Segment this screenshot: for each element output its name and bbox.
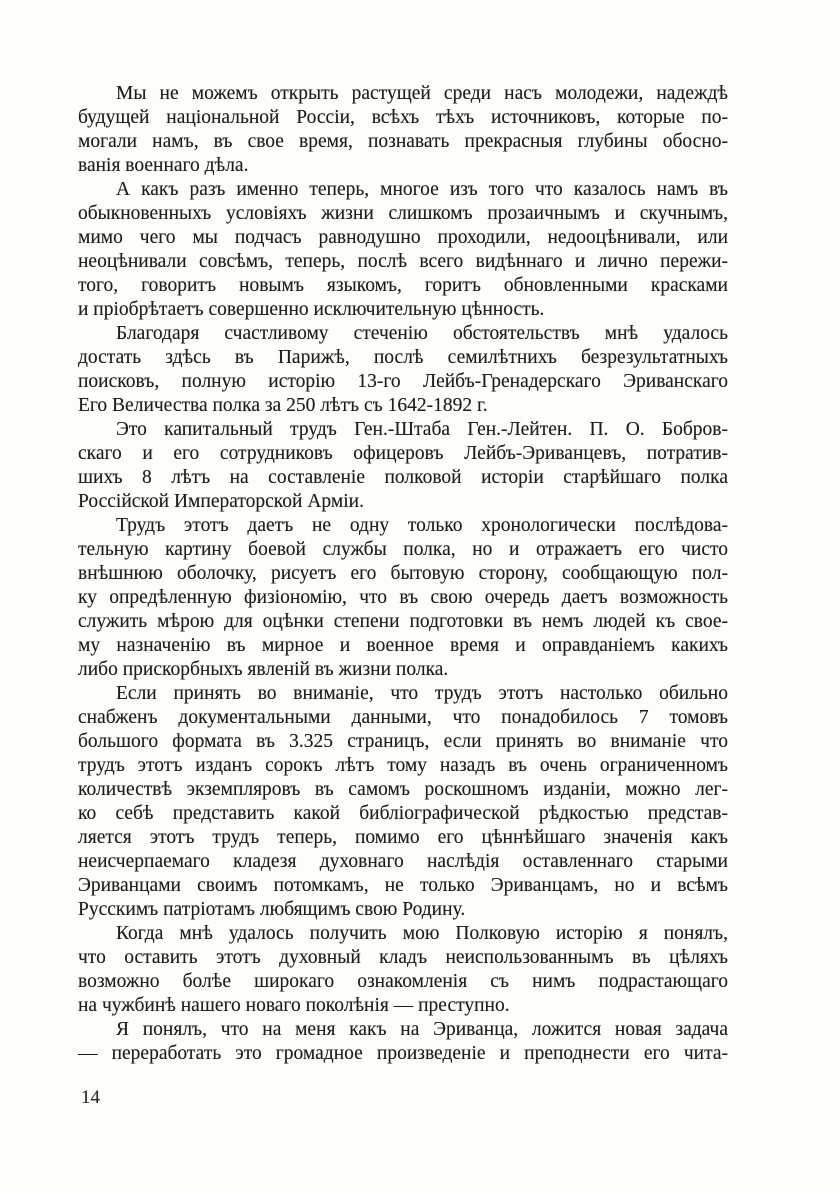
text-line: тельную картину боевой службы полка, но и отражаетъ его чисто [78,539,728,560]
text-line: ку опредѣленную физіономію, что въ свою очередь даетъ возможность [78,587,728,608]
text-line: внѣшнюю оболочку, рисуетъ его бытовую сторону, сообщающую пол- [78,563,728,584]
text-line: Эриванцами своимъ потомкамъ, не только Эриванцамъ, но и всѣмъ [78,875,728,896]
text-line: Когда мнѣ удалось получить мою Полковую исторію я понялъ, [116,923,728,944]
text-line: и пріобрѣтаетъ совершенно исключительную цѣнность. [78,299,545,320]
text-line: Его Величества полка за 250 лѣтъ съ 1642-1892 г. [78,395,488,416]
text-line: ко себѣ представить какой библіографической рѣдкостью представ- [78,803,728,824]
text-line: Это капитальный трудъ Ген.-Штаба Ген.-Лейтен. П. О. Бобров- [116,419,728,440]
paragraph [78,1018,728,1066]
text-line: обыкновенныхъ условіяхъ жизни слишкомъ прозаичнымъ и скучнымъ, [78,203,728,224]
text-line: неисчерпаемаго кладезя духовнаго наслѣдія оставленнаго старыми [78,851,728,872]
text-line: того, говоритъ новымъ языкомъ, горитъ обновленными красками [78,275,728,296]
text-line: ванія военнаго дѣла. [78,155,249,176]
text-line: А какъ разъ именно теперь, многое изъ того что казалось намъ въ [116,179,728,200]
text-line: Русскимъ патріотамъ любящимъ свою Родину. [78,899,466,920]
text-line: Если принять во вниманіе, что трудъ этотъ настолько обильно [116,683,728,704]
text-line: достать здѣсь въ Парижѣ, послѣ семилѣтнихъ безрезультатныхъ [78,347,728,368]
text-line: либо прискорбныхъ явленій въ жизни полка. [78,659,449,680]
text-line: мимо чего мы подчасъ равнодушно проходили, недооцѣнивали, или [78,227,728,248]
paragraph [78,82,728,178]
text-line: поисковъ, полную исторію 13-го Лейбъ-Гренадерскаго Эриванскаго [78,371,728,392]
paragraph [78,418,728,514]
paragraph [78,682,728,922]
text-line: скаго и его сотрудниковъ офицеровъ Лейбъ-Эриванцевъ, потратив- [78,443,728,464]
text-line: неоцѣнивали совсѣмъ, теперь, послѣ всего видѣннаго и лично пережи- [78,251,728,272]
page-text [78,82,728,1066]
page-number: 14 [81,1087,100,1108]
text-line: трудъ этотъ изданъ сорокъ лѣтъ тому назадъ въ очень ограниченномъ [78,755,728,776]
paragraph [78,922,728,1018]
text-line: Мы не можемъ открыть растущей среди насъ молодежи, надеждѣ [116,83,728,104]
text-line: количествѣ экземпляровъ въ самомъ роскошномъ изданіи, можно лег- [78,779,728,800]
text-line: снабженъ документальными данными, что понадобилось 7 томовъ [78,707,728,728]
text-line: могали намъ, въ свое время, познавать прекрасныя глубины обосно- [78,131,728,152]
text-line: на чужбинѣ нашего новаго поколѣнія — преступно. [78,995,510,1016]
text-line: служить мѣрою для оцѣнки степени подготовки въ немъ людей къ свое- [78,611,728,632]
text-line: Благодаря счастливому стеченію обстоятельствъ мнѣ удалось [116,323,728,344]
text-line: Я понялъ, что на меня какъ на Эриванца, ложится новая задача [116,1019,728,1040]
text-line: Россійской Императорской Арміи. [78,491,364,512]
text-line: шихъ 8 лѣтъ на составленіе полковой исторіи старѣйшаго полка [78,467,728,488]
text-line: что оставить этотъ духовный кладъ неиспользованнымъ въ цѣляхъ [78,947,728,968]
text-line: ляется этотъ трудъ теперь, помимо его цѣннѣйшаго значенія какъ [78,827,728,848]
text-line: — переработать это громадное произведеніе и преподнести его чита- [78,1043,728,1064]
paragraph [78,178,728,322]
text-line: Трудъ этотъ даетъ не одну только хронологически послѣдова- [116,515,728,536]
text-line: будущей національной Россіи, всѣхъ тѣхъ источниковъ, которые по- [78,107,728,128]
text-line: му назначенію въ мирное и военное время и оправданіемъ какихъ [78,635,728,656]
paragraph [78,514,728,682]
text-line: возможно болѣе широкаго ознакомленія съ нимъ подрастающаго [78,971,728,992]
paragraph [78,322,728,418]
text-line: большого формата въ 3.325 страницъ, если принять во вниманіе что [78,731,728,752]
